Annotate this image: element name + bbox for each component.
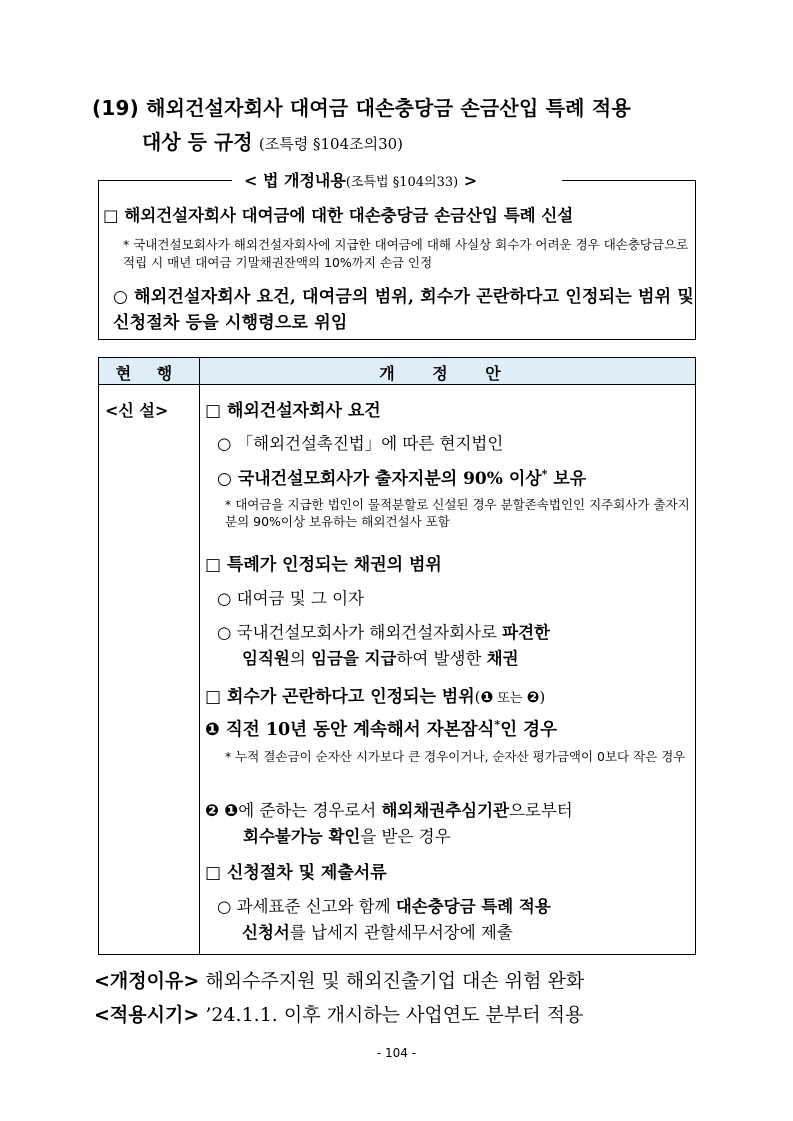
column-divider (199, 358, 200, 954)
s1-item-a: ○ 「해외건설촉진법」에 따른 현지법인 (217, 434, 504, 453)
circle-bullet: ○ (113, 287, 129, 307)
s3-heading: □ 회수가 곤란하다고 인정되는 범위(❶ 또는 ❷) (205, 687, 546, 707)
section-heading (92, 92, 631, 121)
s1-note: * 대여금을 지급한 법인이 물적분할로 신설된 경우 분할존속법인인 지주회사가 출자지분의 90%이상 보유하는 해외건설사 포함 (225, 497, 690, 529)
square-bullet: □ (205, 863, 222, 883)
reason-text: 해외수주지원 및 해외진출기업 대손 위험 완화 (205, 970, 585, 992)
legal-box-label: < 법 개정내용(조특법 §104의33) > (244, 171, 478, 190)
s2-item-a: ○ 대여금 및 그 이자 (217, 589, 364, 608)
s1-heading: □ 해외건설자회사 요건 (205, 401, 381, 421)
circle-bullet: ○ (217, 897, 232, 916)
s2-heading: □ 특례가 인정되는 채권의 범위 (205, 555, 442, 575)
circled-one-icon: ❶ (224, 801, 239, 820)
current-cell: <신 설> (105, 401, 169, 420)
circled-one-icon: ❶ (480, 688, 494, 706)
s3-note: * 누적 결손금이 순자산 시가보다 큰 경우이거나, 순자산 평가금액이 0보다 작은 경우 (225, 749, 686, 764)
square-bullet: □ (205, 401, 222, 421)
asterisk-marker: * (225, 749, 232, 764)
asterisk-marker: * (225, 497, 232, 512)
circled-two-icon: ❷ (526, 688, 540, 706)
s3-item-2: ❷ ❶에 준하는 경우로서 해외채권추심기관으로부터 회수불가능 확인을 받은 경우 (205, 801, 573, 846)
section-ref: (조특령 §104조의30) (258, 135, 404, 153)
legal-change-box (98, 180, 696, 340)
s3-item-1: ❶ 직전 10년 동안 계속해서 자본잠식*인 경우 (205, 718, 557, 740)
timing-label: <적용시기> (94, 1004, 200, 1026)
square-bullet: □ (205, 687, 222, 707)
application-timing (94, 1000, 583, 1027)
circle-bullet: ○ (217, 434, 232, 453)
reason-label: <개정이유> (94, 970, 200, 992)
legal-note: * 국내건설모회사가 해외건설자회사에 지급한 대여금에 대해 사실상 회수가 어려운 경우 대손충당금으로 적립 시 매년 대여금 기말채권잔액의 10%까지 손금 인정 (123, 237, 689, 270)
s1-item-b: ○ 국내건설모회사가 출자지분의 90% 이상* 보유 (217, 467, 587, 489)
s2-item-b: ○ 국내건설모회사가 해외건설자회사로 파견한 임직원의 임금을 지급하여 발생한 채권 (217, 623, 550, 668)
circled-one-icon: ❶ (205, 720, 220, 740)
circled-two-icon: ❷ (205, 801, 219, 820)
square-bullet: □ (205, 555, 222, 575)
legal-item-2: ○ 해외건설자회사 요건, 대여금의 범위, 회수가 곤란하다고 인정되는 범위 및 신청절차 등을 시행령으로 위임 (113, 287, 695, 333)
header-amended: 개 정 안 (379, 364, 517, 383)
legal-item-1: □ 해외건설자회사 대여금에 대한 대손충당금 손금산입 특례 신설 (103, 206, 574, 225)
section-number: (19) (92, 96, 139, 120)
section-heading-line2 (142, 126, 403, 155)
section-title-line2: 대상 등 규정 (142, 130, 253, 154)
header-current: 현 행 (115, 364, 183, 383)
amendment-reason (94, 966, 584, 993)
s4-item-a: ○ 과세표준 신고와 함께 대손충당금 특례 적용 신청서를 납세지 관할세무서장에 제출 (217, 897, 551, 942)
s4-heading: □ 신청절차 및 제출서류 (205, 863, 387, 883)
section-title-line1: 해외건설자회사 대여금 대손충당금 손금산입 특례 적용 (146, 96, 631, 120)
asterisk-marker: * (123, 237, 130, 252)
page-number: - 104 - (376, 1046, 417, 1060)
circle-bullet: ○ (217, 469, 232, 489)
comparison-table (98, 357, 696, 955)
circle-bullet: ○ (217, 623, 232, 642)
square-bullet: □ (103, 206, 119, 225)
timing-text: ’24.1.1. 이후 개시하는 사업연도 분부터 적용 (205, 1004, 584, 1026)
circle-bullet: ○ (217, 589, 232, 608)
